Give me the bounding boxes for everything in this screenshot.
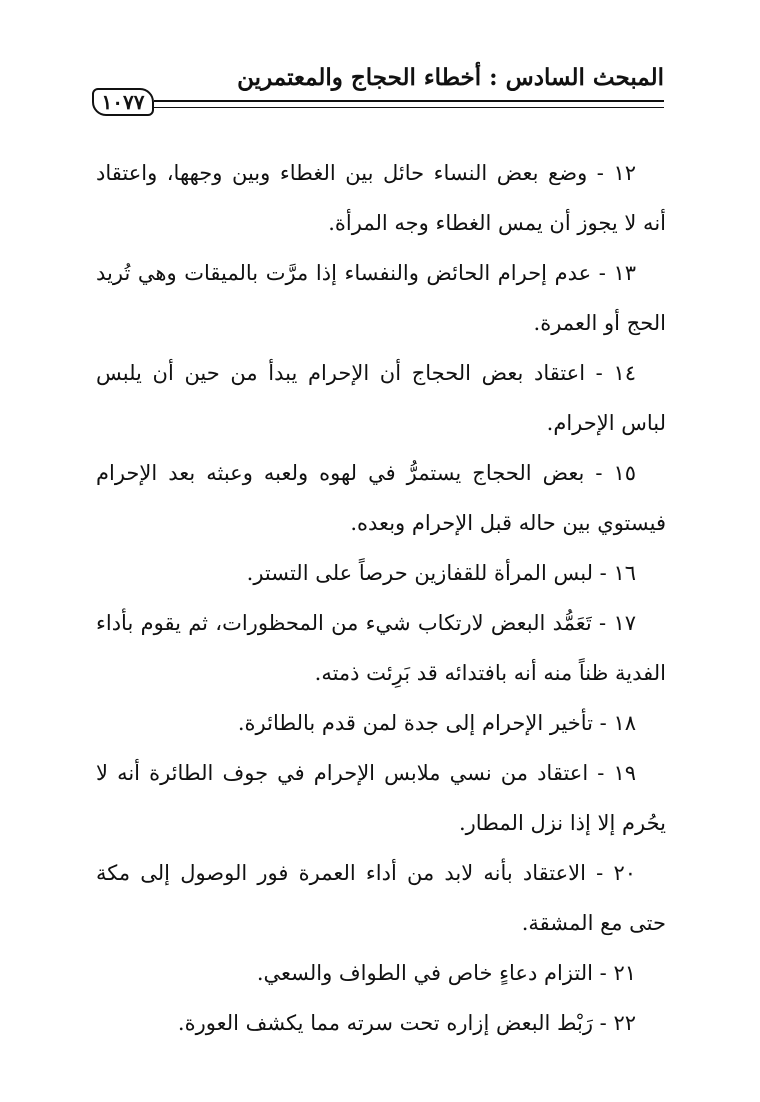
- item-number: ٢٢: [613, 1011, 636, 1035]
- item-text: تَعَمُّد البعض لارتكاب شيء من المحظورات، ثم يقوم بأداء الفدية ظناً منه أنه بافتدائه قد بَرِئت ذمته.: [96, 611, 666, 685]
- list-item: ١٦ - لبس المرأة للقفازين حرصاً على التستر.: [96, 548, 666, 598]
- header-rule-secondary: [154, 107, 664, 108]
- list-item: ١٥ - بعض الحجاج يستمرُّ في لهوه ولعبه وعبثه بعد الإحرام فيستوي بين حاله قبل الإحرام وبعده.: [96, 461, 666, 535]
- list-item: ١٨ - تأخير الإحرام إلى جدة لمن قدم بالطائرة.: [96, 698, 666, 748]
- item-text: تأخير الإحرام إلى جدة لمن قدم بالطائرة.: [237, 711, 593, 735]
- list-item: ١٧ - تَعَمُّد البعض لارتكاب شيء من المحظورات، ثم يقوم بأداء الفدية ظناً منه أنه بافتدائه قد بَرِئت ذمته.: [96, 611, 666, 685]
- item-number: ١٨: [613, 711, 636, 735]
- item-number: ١٧: [613, 611, 636, 635]
- item-number: ١٤: [613, 361, 636, 385]
- running-title: المبحث السادس : أخطاء الحجاج والمعتمرين: [237, 64, 664, 91]
- list-item: ٢١ - التزام دعاءٍ خاص في الطواف والسعي.: [96, 948, 666, 998]
- list-item: ٢٢ - رَبْط البعض إزاره تحت سرته مما يكشف العورة.: [96, 998, 666, 1048]
- item-text: لبس المرأة للقفازين حرصاً على التستر.: [246, 561, 593, 585]
- list-item: ١٣ - عدم إحرام الحائض والنفساء إذا مرَّت بالميقات وهي تُريد الحج أو العمرة.: [96, 261, 666, 335]
- list-item: ١٤ - اعتقاد بعض الحجاج أن الإحرام يبدأ من حين أن يلبس لباس الإحرام.: [96, 361, 666, 435]
- item-text: عدم إحرام الحائض والنفساء إذا مرَّت بالميقات وهي تُريد الحج أو العمرة.: [96, 261, 666, 335]
- list-item: ١٢ - وضع بعض النساء حائل بين الغطاء وبين وجهها، واعتقاد أنه لا يجوز أن يمس الغطاء وجه المرأة.: [96, 161, 666, 235]
- page-number: ١٠٧٧: [92, 88, 154, 116]
- item-number: ٢١: [613, 961, 636, 985]
- item-number: ١٦: [613, 561, 636, 585]
- item-text: الاعتقاد بأنه لابد من أداء العمرة فور الوصول إلى مكة حتى مع المشقة.: [96, 861, 666, 935]
- list-item: ٢٠ - الاعتقاد بأنه لابد من أداء العمرة فور الوصول إلى مكة حتى مع المشقة.: [96, 861, 666, 935]
- item-text: بعض الحجاج يستمرُّ في لهوه ولعبه وعبثه بعد الإحرام فيستوي بين حاله قبل الإحرام وبعده.: [96, 461, 666, 535]
- header-rule: [154, 100, 664, 102]
- item-text: اعتقاد من نسي ملابس الإحرام في جوف الطائرة أنه لا يحُرم إلا إذا نزل المطار.: [96, 761, 666, 835]
- item-text: رَبْط البعض إزاره تحت سرته مما يكشف العورة.: [177, 1011, 593, 1035]
- page-body: [96, 148, 666, 1048]
- item-text: وضع بعض النساء حائل بين الغطاء وبين وجهها، واعتقاد أنه لا يجوز أن يمس الغطاء وجه المرأة.: [96, 161, 666, 235]
- item-number: ٢٠: [613, 861, 637, 885]
- item-text: اعتقاد بعض الحجاج أن الإحرام يبدأ من حين أن يلبس لباس الإحرام.: [96, 361, 666, 435]
- page-header: [92, 62, 664, 120]
- item-number: ١٥: [613, 461, 636, 485]
- item-number: ١٢: [613, 161, 636, 185]
- list-item: ١٩ - اعتقاد من نسي ملابس الإحرام في جوف الطائرة أنه لا يحُرم إلا إذا نزل المطار.: [96, 761, 666, 835]
- item-number: ١٣: [613, 261, 636, 285]
- item-number: ١٩: [613, 761, 636, 785]
- item-text: التزام دعاءٍ خاص في الطواف والسعي.: [256, 961, 593, 985]
